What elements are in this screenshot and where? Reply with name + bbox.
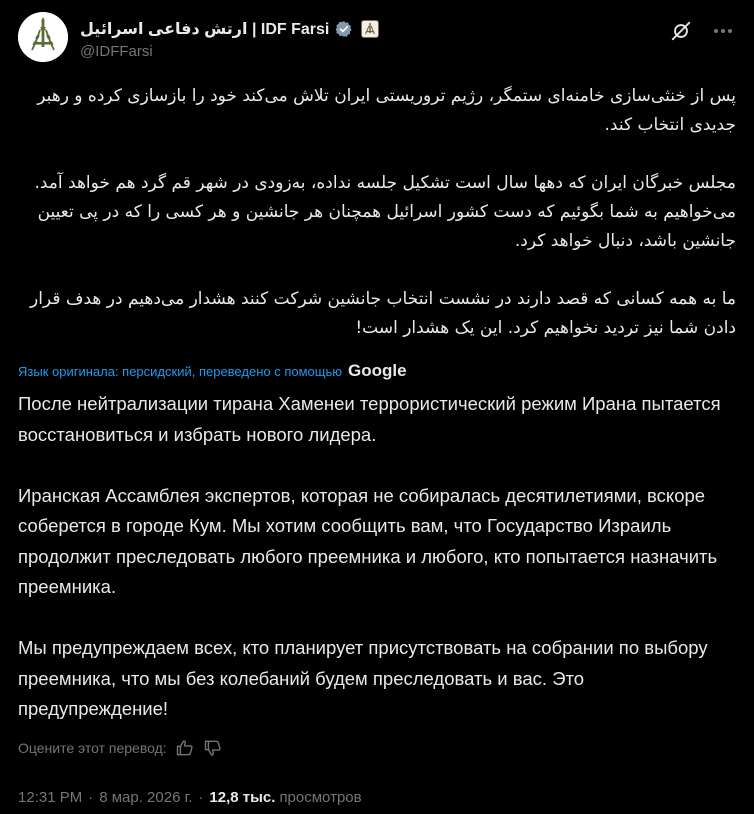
translated-russian-text [18,389,734,725]
idf-emblem-icon [18,12,68,62]
more-options-icon[interactable] [710,18,736,44]
original-persian-text [18,82,736,343]
translation-notice [18,360,407,382]
meta-separator: · [198,788,204,806]
post-meta [18,786,362,808]
user-handle[interactable]: @IDFFarsi [80,43,153,60]
name-row [80,18,379,40]
views-count[interactable]: 12,8 тыс. [209,788,276,806]
display-name[interactable]: ارتش دفاعی اسرائیل | IDF Farsi [80,21,330,38]
views-label: просмотров [279,788,362,806]
affiliate-badge-icon[interactable] [361,20,379,38]
google-logo: Google [347,361,407,380]
russian-paragraph: После нейтрализации тирана Хаменеи террористический режим Ирана пытается восстановиться и избрать нового лидера. [18,393,721,445]
persian-paragraph: ما به همه کسانی که قصد دارند در نشست انتخاب جانشین شرکت کنند هشدار می‌دهیم در هدف قرار دادن شما نیز تردید نخواهیم کرد. این یک هشدار است! [30,289,736,338]
rate-translation-label: Оцените этот перевод: [18,740,167,756]
russian-paragraph: Мы предупреждаем всех, кто планирует присутствовать на собрании по выбору преемника, что мы без колебаний будем преследовать и вас. Это предупреждение! [18,637,708,719]
thumbs-down-icon[interactable] [203,738,223,758]
post-time[interactable]: 12:31 PM [18,788,83,806]
persian-paragraph: مجلس خبرگان ایران که دهها سال است تشکیل جلسه نداده، به‌زودی در شهر قم گرد هم خواهد آمد. می‌خواهیم به شما بگوئیم که دست کشور اسرائیل همچنان هر جانشین و هر کسی را که در پی تعیین جانشین باشد، دنبال خواهد کرد. [34,173,736,251]
persian-paragraph: پس از خنثی‌سازی خامنه‌ای ستمگر، رژیم تروریستی ایران تلاش می‌کند خود را بازسازی کرده و رهبر جدیدی انتخاب کند. [37,86,736,135]
meta-separator: · [88,788,94,806]
translation-info-link[interactable]: Язык оригинала: персидский, переведено с помощью [18,363,342,379]
avatar[interactable] [18,12,68,62]
rate-translation-row [18,737,223,759]
verified-badge-icon[interactable] [335,20,353,38]
tweet-header [18,10,736,66]
post-date[interactable]: 8 мар. 2026 г. [99,788,193,806]
grok-icon[interactable] [670,20,692,42]
russian-paragraph: Иранская Ассамблея экспертов, которая не собиралась десятилетиями, вскоре соберется в городе Кум. Мы хотим сообщить вам, что Государство Израиль продолжит преследовать любого преемника и любого, кто попытается назначить преемника. [18,484,718,597]
thumbs-up-icon[interactable] [175,738,195,758]
